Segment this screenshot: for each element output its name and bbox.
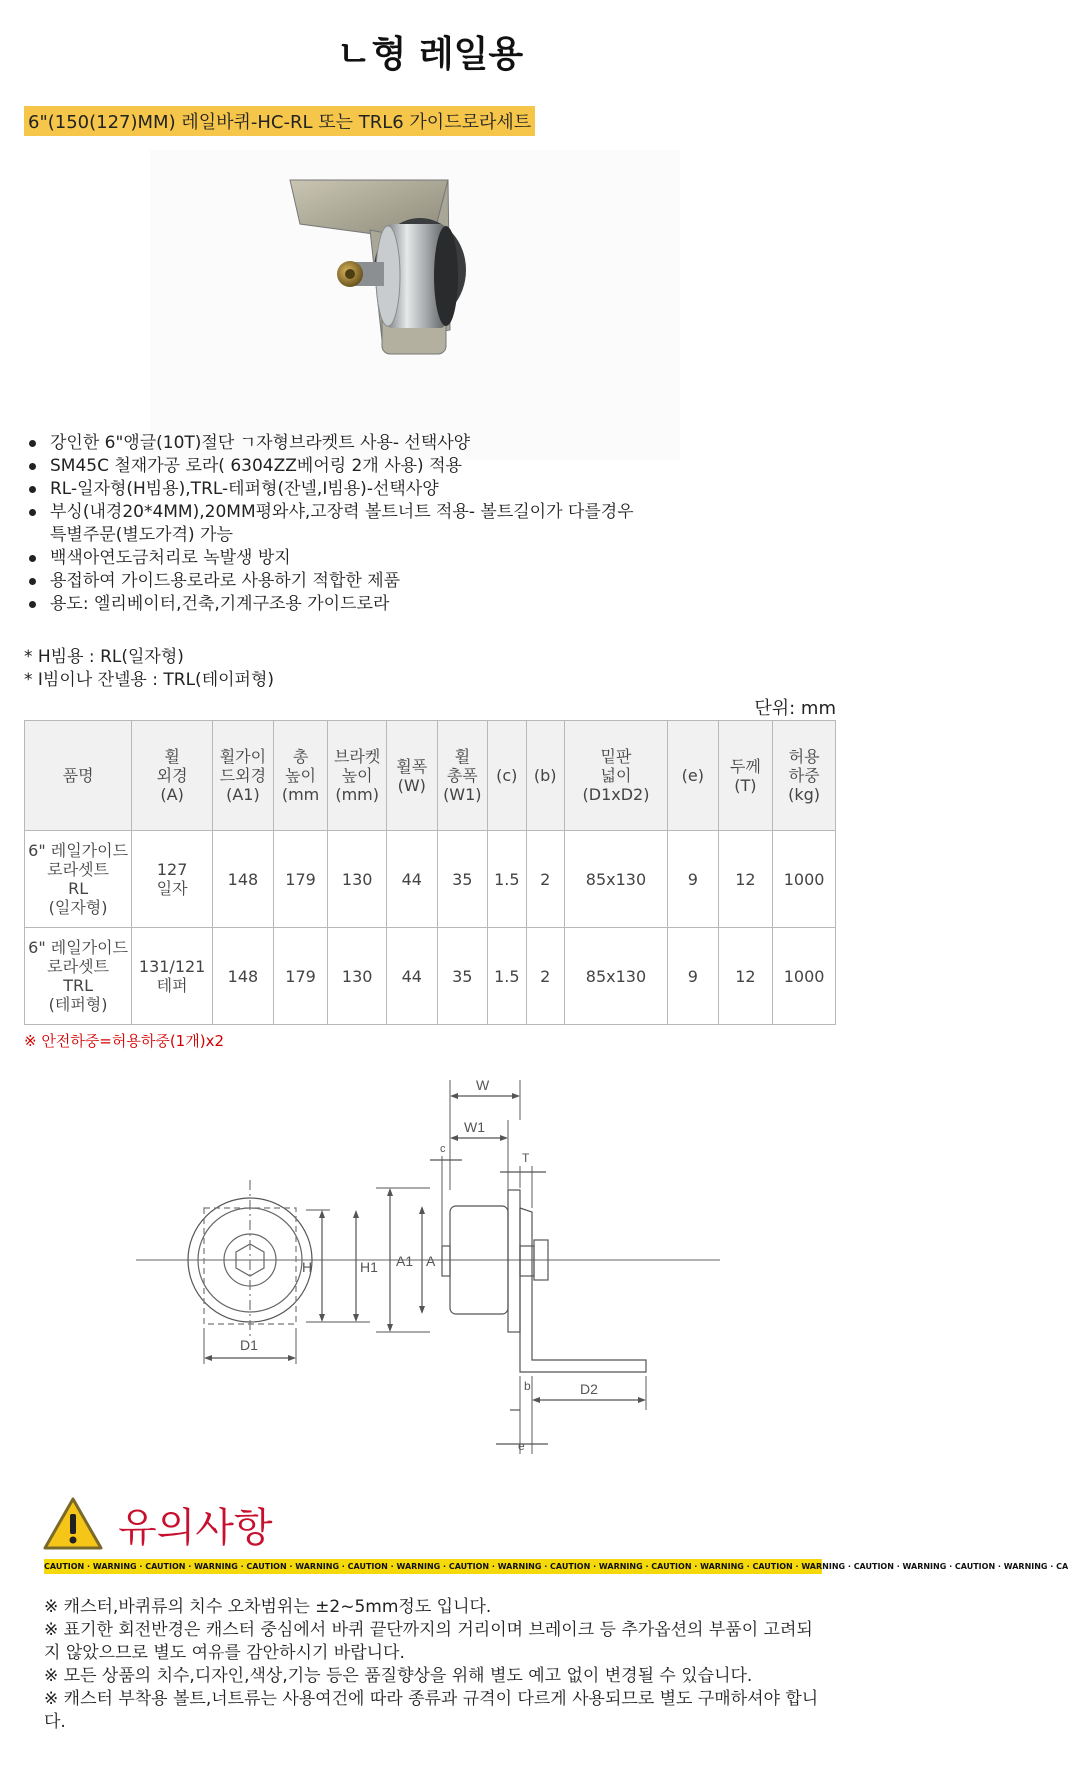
table-cell: 131/121 테퍼	[132, 928, 213, 1025]
label-a1: A1	[396, 1253, 414, 1269]
feature-item: 백색아연도금처리로 녹발생 방지	[24, 547, 824, 570]
caution-item: ※ 표기한 회전반경은 캐스터 중심에서 바퀴 끝단까지의 거리이며 브레이크 등 추가옵션의 부품이 고려되지 않았으므로 별도 여유를 감안하시기 바랍니다.	[44, 1620, 813, 1663]
table-cell: 44	[386, 928, 437, 1025]
table-cell: 127 일자	[132, 831, 213, 928]
feature-item: 강인한 6"앵글(10T)절단 ㄱ자형브라켓트 사용- 선택사양	[24, 432, 824, 455]
col-header: 브라켓 높이 (mm)	[328, 721, 387, 831]
dimension-diagram	[100, 1060, 740, 1510]
table-cell: 2	[526, 928, 564, 1025]
table-cell: 85x130	[564, 928, 667, 1025]
caution-list	[44, 1596, 824, 1734]
col-header: 휠 외경 (A)	[132, 721, 213, 831]
table-cell: 6" 레일가이드 로라셋트 RL (일자형)	[25, 831, 132, 928]
unit-label: 단위: mm	[754, 698, 836, 719]
note-h-beam: * H빔용 : RL(일자형)	[24, 647, 184, 667]
product-subtitle: 6"(150(127)MM) 레일바퀴-HC-RL 또는 TRL6 가이드로라세트	[24, 106, 535, 136]
page-title: ㄴ형 레일용	[336, 34, 524, 75]
label-t: T	[522, 1151, 530, 1165]
col-header: 총 높이 (mm	[273, 721, 328, 831]
table-cell: 1.5	[488, 831, 526, 928]
label-h1: H1	[360, 1259, 378, 1275]
table-cell: 179	[273, 831, 328, 928]
table-cell: 148	[213, 831, 274, 928]
label-d2: D2	[580, 1381, 598, 1397]
spec-table	[24, 720, 836, 1025]
warning-triangle-icon	[42, 1496, 104, 1552]
feature-item: SM45C 철재가공 로라( 6304ZZ베어링 2개 사용) 적용	[24, 455, 824, 478]
col-header: (b)	[526, 721, 564, 831]
table-cell: 85x130	[564, 831, 667, 928]
safety-load-note: ※ 안전하중=허용하중(1개)x2	[24, 1032, 224, 1050]
usage-notes	[24, 646, 274, 692]
caution-item: ※ 캐스터,바퀴류의 치수 오차범위는 ±2~5mm정도 입니다.	[44, 1597, 492, 1617]
feature-list	[24, 432, 824, 616]
col-header: 밑판 넓이 (D1xD2)	[564, 721, 667, 831]
col-header: 휠 총폭 (W1)	[437, 721, 488, 831]
table-cell: 1.5	[488, 928, 526, 1025]
label-h: H	[302, 1259, 313, 1275]
caution-title: 유의사항	[118, 1505, 273, 1551]
label-e: e	[518, 1439, 525, 1453]
caution-item: ※ 모든 상품의 치수,디자인,색상,기능 등은 품질향상을 위해 별도 예고 없이 변경될 수 있습니다.	[44, 1666, 753, 1686]
table-cell: 6" 레일가이드 로라셋트 TRL (테퍼형)	[25, 928, 132, 1025]
table-row	[25, 928, 836, 1025]
col-header: 두께 (T)	[718, 721, 773, 831]
feature-item: 용접하여 가이드용로라로 사용하기 적합한 제품	[24, 570, 824, 593]
feature-item: 부싱(내경20*4MM),20MM평와샤,고장력 볼트너트 적용- 볼트길이가 다를경우 특별주문(별도가격) 가능	[24, 501, 824, 547]
table-cell: 1000	[773, 831, 836, 928]
table-cell: 148	[213, 928, 274, 1025]
table-cell: 44	[386, 831, 437, 928]
table-cell: 179	[273, 928, 328, 1025]
label-a: A	[426, 1253, 436, 1269]
table-header-row	[25, 721, 836, 831]
label-w1: W1	[464, 1119, 485, 1135]
table-cell: 12	[718, 831, 773, 928]
label-w: W	[476, 1077, 490, 1093]
label-c: c	[440, 1143, 446, 1155]
table-cell: 35	[437, 831, 488, 928]
product-photo	[150, 150, 680, 460]
note-i-beam: * I빔이나 잔넬용 : TRL(테이퍼형)	[24, 670, 275, 690]
caution-tape: CAUTION · WARNING · CAUTION · WARNING · CAUTION · WARNING · CAUTION · WARNING · CAUTION · WARNING · CAUTION · WARNING · CAUTION · WARNING · CAUTION · WARNING · CAUTION · WARNING · CAUTION · WARNING · CA	[44, 1559, 822, 1574]
col-header: (c)	[488, 721, 526, 831]
feature-item: 용도: 엘리베이터,건축,기계구조용 가이드로라	[24, 593, 824, 616]
table-cell: 130	[328, 831, 387, 928]
caution-item: ※ 캐스터 부착용 볼트,너트류는 사용여건에 따라 종류과 규격이 다르게 사용되므로 별도 구매하셔야 합니다.	[44, 1689, 819, 1732]
table-cell: 9	[668, 831, 719, 928]
table-cell: 12	[718, 928, 773, 1025]
col-header: 허용 하중 (kg)	[773, 721, 836, 831]
col-header: (e)	[668, 721, 719, 831]
table-cell: 1000	[773, 928, 836, 1025]
col-header: 휠폭 (W)	[386, 721, 437, 831]
table-cell: 9	[668, 928, 719, 1025]
table-row	[25, 831, 836, 928]
col-header: 휠가이 드외경 (A1)	[213, 721, 274, 831]
feature-item: RL-일자형(H빔용),TRL-테퍼형(잔넬,I빔용)-선택사양	[24, 478, 824, 501]
col-header: 품명	[25, 721, 132, 831]
table-cell: 130	[328, 928, 387, 1025]
label-d1: D1	[240, 1337, 258, 1353]
label-b: b	[524, 1379, 531, 1393]
table-cell: 35	[437, 928, 488, 1025]
table-cell: 2	[526, 831, 564, 928]
